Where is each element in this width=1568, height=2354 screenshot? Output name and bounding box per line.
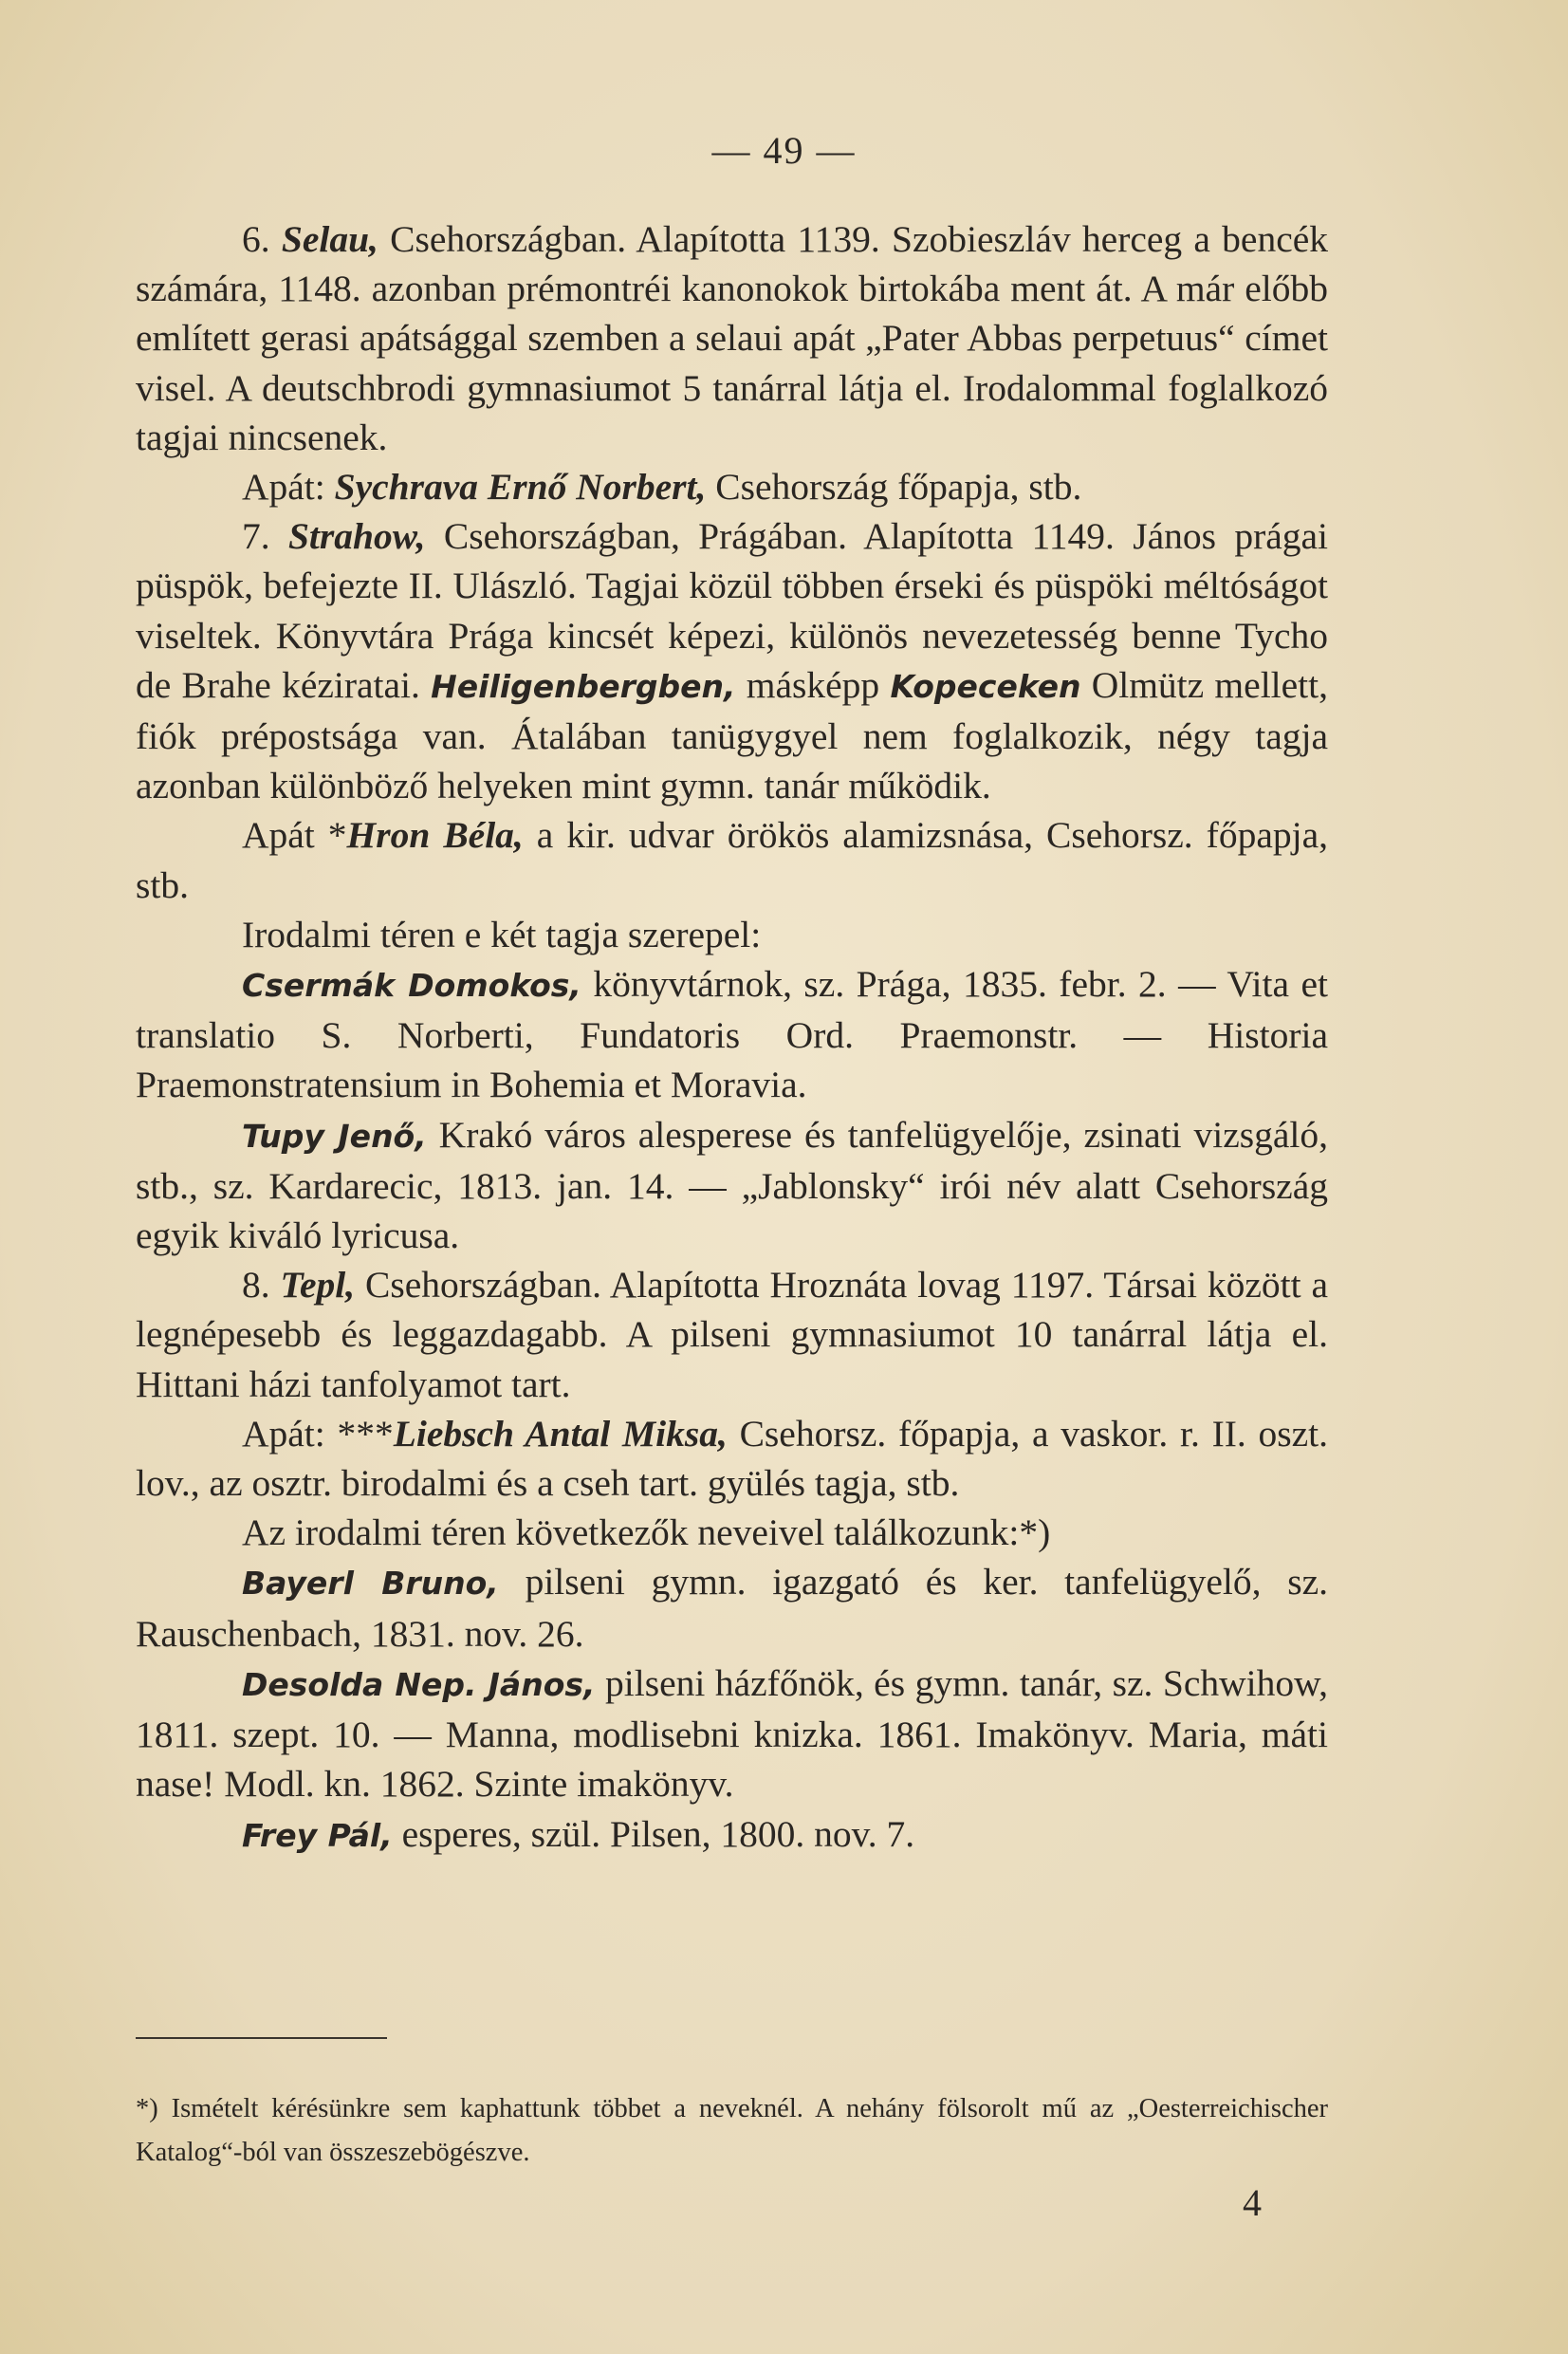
- text-run: pilseni gymn. igazgató és ker. tanfelügyelő, sz. Rauschenbach, 1831. nov. 26.: [136, 1561, 1328, 1655]
- paragraph: [136, 1409, 1328, 1508]
- paragraph: [136, 1809, 1328, 1861]
- text-run: Csehorsz. főpapja, a vaskor. r. II. oszt. lov., az osztr. birodalmi és a cseh tart. gyülés tagja, stb.: [136, 1412, 1328, 1505]
- paragraph: [136, 462, 1328, 511]
- body-text: [136, 214, 1328, 1861]
- name-text: Tepl,: [280, 1264, 356, 1307]
- text-run: Csehországban. Alapította Hroznáta lovag 1197. Társai között a legnépesebb és leggazdagabb. A pilseni gymnasiumot 10 tanárral látja el. Hittani házi tanfolyamot tart.: [136, 1264, 1329, 1405]
- text-run: pilseni házfőnök, és gymn. tanár, sz. Schwihow, 1811. szept. 10. — Manna, modlisebni knizka. 1861. Imakönyv. Maria, máti nase! Modl. kn. 1862. Szinte imakönyv.: [136, 1661, 1328, 1806]
- footnote-text: *) Ismételt kérésünkre sem kaphattunk többet a neveknél. A nehány fölsorolt mű az „Oesterreichischer Katalog“-ból van összeszebögészve.: [136, 2094, 1328, 2167]
- name-text: Hron Béla,: [346, 814, 524, 857]
- name-text: Kopeceken: [890, 667, 1081, 705]
- name-text: Strahow,: [287, 515, 426, 558]
- name-text: Bayerl Bruno,: [242, 1565, 499, 1603]
- text-run: Az irodalmi téren következők neveivel találkozunk:*): [242, 1511, 1051, 1554]
- paragraph: [136, 1659, 1328, 1809]
- name-text: Csermák Domokos,: [242, 967, 581, 1005]
- signature-mark: 4: [1243, 2181, 1262, 2224]
- text-run: esperes, szül. Pilsen, 1800. nov. 7.: [392, 1812, 915, 1855]
- paragraph: [136, 1260, 1328, 1409]
- text-run: Csehország főpapja, stb.: [706, 466, 1082, 509]
- paragraph: [136, 959, 1328, 1110]
- name-text: Sychrava Ernő Norbert,: [334, 466, 707, 509]
- text-run: 6.: [242, 218, 282, 260]
- name-text: Tupy Jenő,: [242, 1117, 427, 1155]
- page-number: — 49 —: [711, 129, 857, 172]
- name-text: Liebsch Antal Miksa,: [393, 1412, 728, 1455]
- text-run: a kir. udvar örökös alamizsnása, Csehorsz. főpapja, stb.: [136, 814, 1328, 906]
- name-text: Selau,: [281, 218, 378, 260]
- text-run: másképp: [735, 663, 891, 706]
- paragraph: [136, 511, 1328, 810]
- paragraph: [136, 214, 1328, 462]
- footnote: [136, 2087, 1328, 2175]
- text-run: Apát:: [242, 466, 335, 509]
- paragraph: [136, 910, 1328, 959]
- name-text: Desolda Nep. János,: [242, 1665, 596, 1703]
- text-run: Apát *: [242, 814, 347, 857]
- paragraph: [136, 1557, 1328, 1658]
- text-run: Apát: ***: [242, 1412, 394, 1455]
- name-text: Frey Pál,: [242, 1816, 393, 1854]
- text-run: Csehországban, Prágában. Alapította 1149. János prágai püspök, befejezte II. Ulászló. Tagjai közül többen érseki és püspöki méltóságot viseltek. Könyvtára Prága kincsét képezi, különös nevezetesség benne Tycho de Brahe kéziratai.: [136, 515, 1329, 706]
- text-run: Irodalmi téren e két tagja szerepel:: [242, 913, 762, 955]
- text-run: 8.: [242, 1264, 281, 1307]
- text-run: Olmütz mellett, fiók prépostsága van. Átalában tanügygyel nem foglalkozik, négy tagja azonban különböző helyeken mint gymn. tanár működik.: [136, 663, 1328, 807]
- text-run: Csehországban. Alapította 1139. Szobieszláv herceg a bencék számára, 1148. azonban prémontréi kanonokok birtokába ment át. A már előbb említett gerasi apátsággal szemben a selaui apát „Pater Abbas perpetuus“ címet visel. A deutschbrodi gymnasiumot 5 tanárral látja el. Irodalommal foglalkozó tagjai nincsenek.: [136, 218, 1329, 458]
- text-run: könyvtárnok, sz. Prága, 1835. febr. 2. — Vita et translatio S. Norberti, Fundatoris Ord. Praemonstr. — Historia Praemonstratensium in Bohemia et Moravia.: [136, 963, 1328, 1106]
- footnote-rule: [136, 2037, 387, 2039]
- paragraph: [136, 810, 1328, 909]
- text-run: 7.: [242, 515, 288, 558]
- paragraph: [136, 1110, 1328, 1261]
- text-run: Krakó város alesperese és tanfelügyelője, zsinati vizsgáló, stb., sz. Kardarecic, 1813. jan. 14. — „Jablonsky“ irói név alatt Csehország egyik kiváló lyricusa.: [136, 1113, 1328, 1257]
- paragraph: [136, 1508, 1328, 1557]
- name-text: Heiligenbergben,: [431, 667, 736, 705]
